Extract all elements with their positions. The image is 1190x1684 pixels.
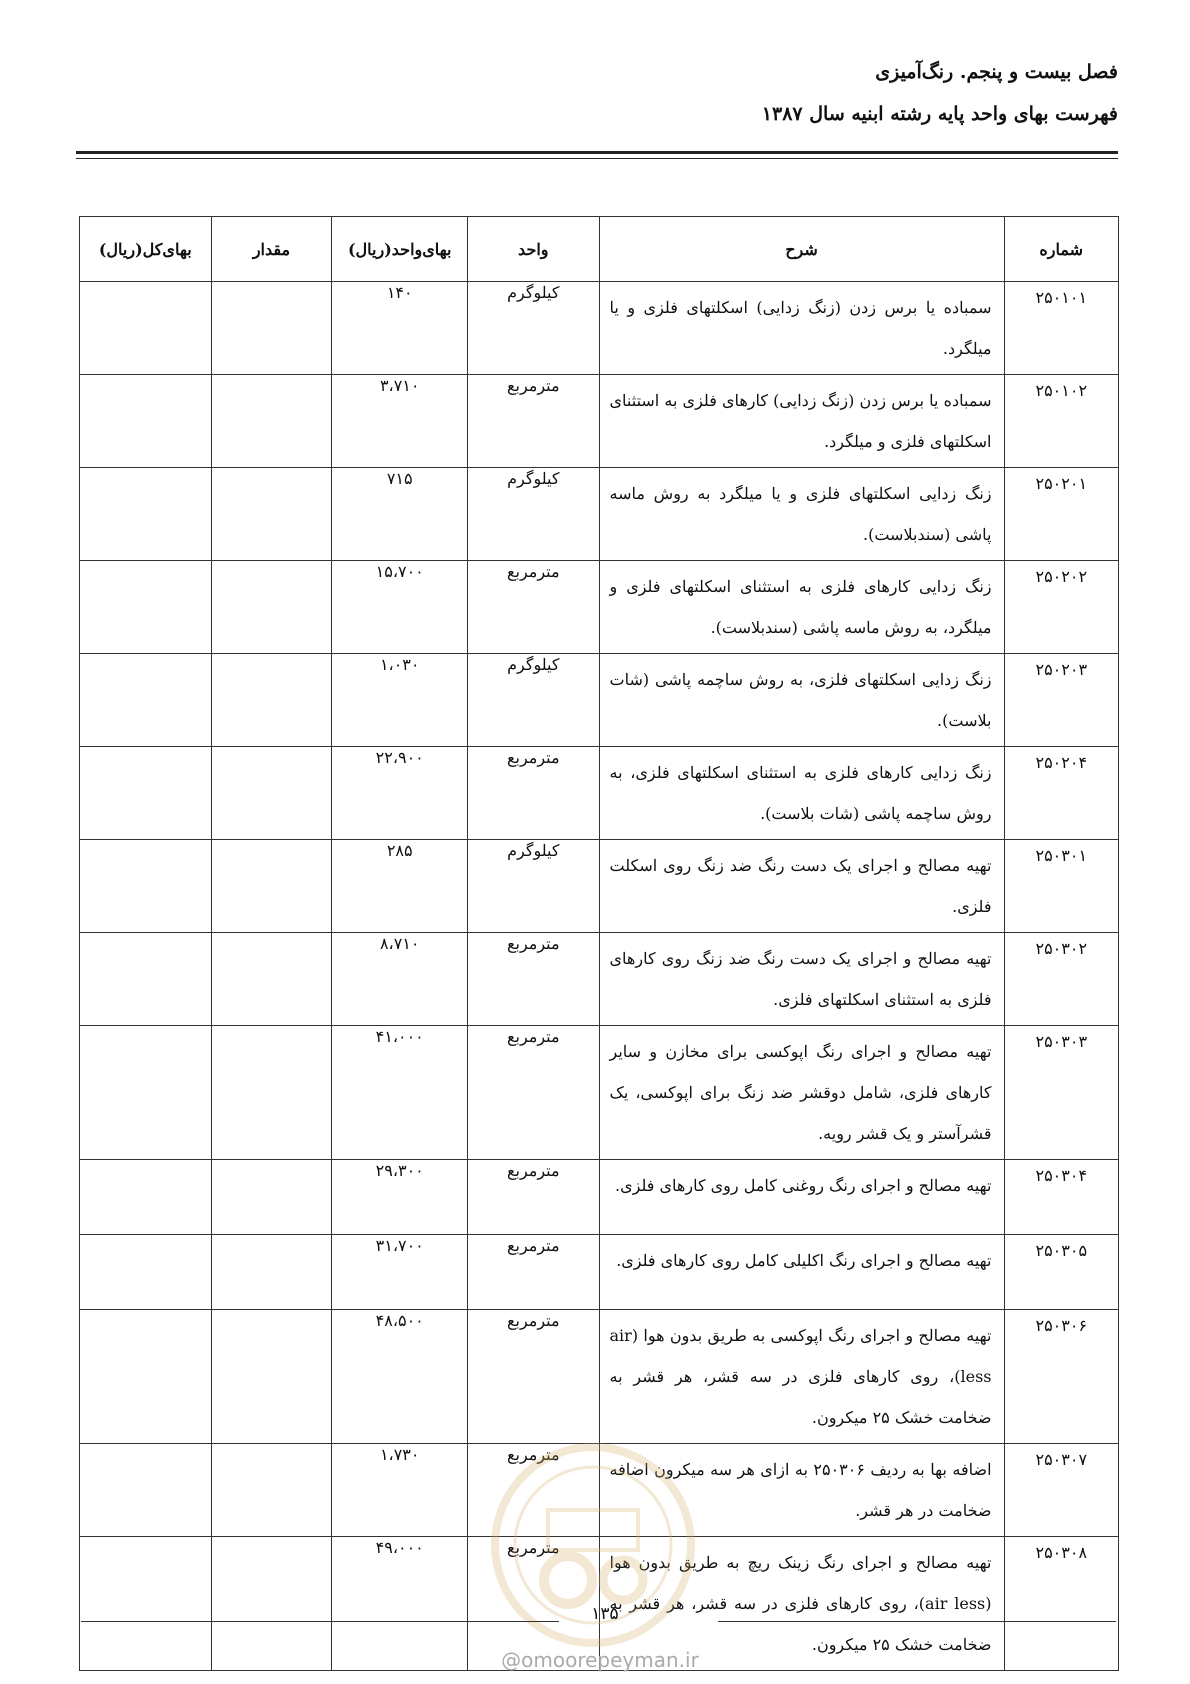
table-row: [80, 1235, 1119, 1310]
row-unit: مترمربع: [468, 933, 599, 1026]
row-total-price: [80, 840, 212, 933]
row-number: ۲۵۰۳۰۷: [1004, 1444, 1119, 1537]
row-number: ۲۵۰۳۰۴: [1004, 1160, 1119, 1235]
table-row: [80, 747, 1119, 840]
row-unit: کیلوگرم: [468, 840, 599, 933]
list-title: فهرست بهای واحد پایه رشته ابنیه سال ۱۳۸۷: [761, 103, 1118, 125]
row-total-price: [80, 375, 212, 468]
table-row: [80, 561, 1119, 654]
row-unit-price: ۴۸،۵۰۰: [332, 1310, 468, 1444]
row-total-price: [80, 1310, 212, 1444]
row-description: تهیه مصالح و اجرای رنگ اپوکسی برای مخازن و سایر کارهای فلزی، شامل دوقشر ضد زنگ برای اپوکسی، یک قشرآستر و یک قشر رویه.: [599, 1026, 1004, 1160]
row-unit-price: ۴۱،۰۰۰: [332, 1026, 468, 1160]
row-total-price: [80, 654, 212, 747]
row-number: ۲۵۰۱۰۲: [1004, 375, 1119, 468]
row-total-price: [80, 1537, 212, 1671]
row-total-price: [80, 468, 212, 561]
table-row: [80, 1310, 1119, 1444]
row-unit-price: ۱۴۰: [332, 282, 468, 375]
row-description: زنگ زدایی اسکلتهای فلزی، به روش ساچمه پاشی (شات بلاست).: [599, 654, 1004, 747]
row-total-price: [80, 1026, 212, 1160]
header-quantity: مقدار: [211, 217, 332, 282]
table-row: [80, 654, 1119, 747]
table-row: [80, 1026, 1119, 1160]
row-unit-price: ۴۹،۰۰۰: [332, 1537, 468, 1671]
row-unit: مترمربع: [468, 1444, 599, 1537]
row-number: ۲۵۰۱۰۱: [1004, 282, 1119, 375]
table-row: [80, 282, 1119, 375]
row-number: ۲۵۰۳۰۶: [1004, 1310, 1119, 1444]
row-unit-price: ۲۲،۹۰۰: [332, 747, 468, 840]
row-unit: کیلوگرم: [468, 282, 599, 375]
row-number: ۲۵۰۲۰۱: [1004, 468, 1119, 561]
header-number: شماره: [1004, 217, 1119, 282]
table-row: [80, 375, 1119, 468]
table-header-row: [80, 217, 1119, 282]
row-unit-price: ۲۹،۳۰۰: [332, 1160, 468, 1235]
row-unit: مترمربع: [468, 1160, 599, 1235]
row-description: تهیه مصالح و اجرای رنگ روغنی کامل روی کارهای فلزی.: [599, 1160, 1004, 1235]
row-total-price: [80, 933, 212, 1026]
row-unit-price: ۱،۰۳۰: [332, 654, 468, 747]
row-unit-price: ۳،۷۱۰: [332, 375, 468, 468]
row-unit: کیلوگرم: [468, 468, 599, 561]
row-description: تهیه مصالح و اجرای یک دست رنگ ضد زنگ روی کارهای فلزی به استثنای اسکلتهای فلزی.: [599, 933, 1004, 1026]
footer-rule-left: [81, 1621, 559, 1622]
row-quantity: [211, 282, 332, 375]
page-header: [762, 58, 1118, 128]
row-description: تهیه مصالح و اجرای یک دست رنگ ضد زنگ روی اسکلت فلزی.: [599, 840, 1004, 933]
row-quantity: [211, 468, 332, 561]
header-description: شرح: [599, 217, 1004, 282]
header-total-price: بهای‌کل(ریال): [80, 217, 212, 282]
row-number: ۲۵۰۳۰۳: [1004, 1026, 1119, 1160]
row-unit: مترمربع: [468, 1310, 599, 1444]
row-quantity: [211, 747, 332, 840]
row-quantity: [211, 1160, 332, 1235]
row-total-price: [80, 1444, 212, 1537]
row-description: تهیه مصالح و اجرای رنگ اپوکسی به طریق بدون هوا (air less)، روی کارهای فلزی در سه قشر، هر قشر به ضخامت خشک ۲۵ میکرون.: [599, 1310, 1004, 1444]
row-quantity: [211, 933, 332, 1026]
row-quantity: [211, 561, 332, 654]
row-total-price: [80, 747, 212, 840]
row-description: تهیه مصالح و اجرای رنگ زینک ریچ به طریق بدون هوا (air less)، روی کارهای فلزی در سه قشر، هر قشر به ضخامت خشک ۲۵ میکرون.: [599, 1537, 1004, 1671]
row-unit: مترمربع: [468, 561, 599, 654]
row-unit: مترمربع: [468, 1235, 599, 1310]
row-quantity: [211, 1537, 332, 1671]
row-description: اضافه بها به ردیف ۲۵۰۳۰۶ به ازای هر سه میکرون اضافه ضخامت در هر قشر.: [599, 1444, 1004, 1537]
row-number: ۲۵۰۲۰۲: [1004, 561, 1119, 654]
footer-rule-right: [718, 1621, 1116, 1622]
row-quantity: [211, 840, 332, 933]
row-number: ۲۵۰۳۰۱: [1004, 840, 1119, 933]
row-quantity: [211, 1444, 332, 1537]
row-unit-price: ۷۱۵: [332, 468, 468, 561]
row-description: زنگ زدایی اسکلتهای فلزی و یا میلگرد به روش ماسه پاشی (سندبلاست).: [599, 468, 1004, 561]
header-rule-thin: [76, 158, 1118, 159]
row-number: ۲۵۰۳۰۸: [1004, 1537, 1119, 1671]
row-unit: مترمربع: [468, 1537, 599, 1671]
row-description: سمباده یا برس زدن (زنگ زدایی) کارهای فلزی به استثنای اسکلتهای فلزی و میلگرد.: [599, 375, 1004, 468]
row-description: تهیه مصالح و اجرای رنگ اکلیلی کامل روی کارهای فلزی.: [599, 1235, 1004, 1310]
header-unit-price: بهای‌واحد(ریال): [332, 217, 468, 282]
table-row: [80, 933, 1119, 1026]
row-quantity: [211, 654, 332, 747]
row-number: ۲۵۰۳۰۲: [1004, 933, 1119, 1026]
row-quantity: [211, 375, 332, 468]
row-description: زنگ زدایی کارهای فلزی به استثنای اسکلتهای فلزی و میلگرد، به روش ماسه پاشی (سندبلاست).: [599, 561, 1004, 654]
row-number: ۲۵۰۲۰۳: [1004, 654, 1119, 747]
row-number: ۲۵۰۳۰۵: [1004, 1235, 1119, 1310]
row-unit-price: ۱،۷۳۰: [332, 1444, 468, 1537]
row-unit: مترمربع: [468, 1026, 599, 1160]
chapter-title: فصل بیست و پنجم. رنگ‌آمیزی: [875, 61, 1118, 83]
row-description: زنگ زدایی کارهای فلزی به استثنای اسکلتهای فلزی، به روش ساچمه پاشی (شات بلاست).: [599, 747, 1004, 840]
watermark-site: @omoorepeyman.ir: [501, 1648, 699, 1672]
row-unit-price: ۳۱،۷۰۰: [332, 1235, 468, 1310]
row-quantity: [211, 1235, 332, 1310]
row-unit-price: ۲۸۵: [332, 840, 468, 933]
row-number: ۲۵۰۲۰۴: [1004, 747, 1119, 840]
header-rule-thick: [76, 151, 1118, 154]
row-unit: مترمربع: [468, 747, 599, 840]
table-row: [80, 1160, 1119, 1235]
page-number: ۱۳۵: [591, 1604, 619, 1624]
row-total-price: [80, 1160, 212, 1235]
row-unit: مترمربع: [468, 375, 599, 468]
row-quantity: [211, 1026, 332, 1160]
table-row: [80, 840, 1119, 933]
row-unit: کیلوگرم: [468, 654, 599, 747]
row-total-price: [80, 282, 212, 375]
row-unit-price: ۸،۷۱۰: [332, 933, 468, 1026]
table-row: [80, 468, 1119, 561]
row-description: سمباده یا برس زدن (زنگ زدایی) اسکلتهای فلزی و یا میلگرد.: [599, 282, 1004, 375]
row-total-price: [80, 561, 212, 654]
row-quantity: [211, 1310, 332, 1444]
header-unit: واحد: [468, 217, 599, 282]
row-total-price: [80, 1235, 212, 1310]
row-unit-price: ۱۵،۷۰۰: [332, 561, 468, 654]
